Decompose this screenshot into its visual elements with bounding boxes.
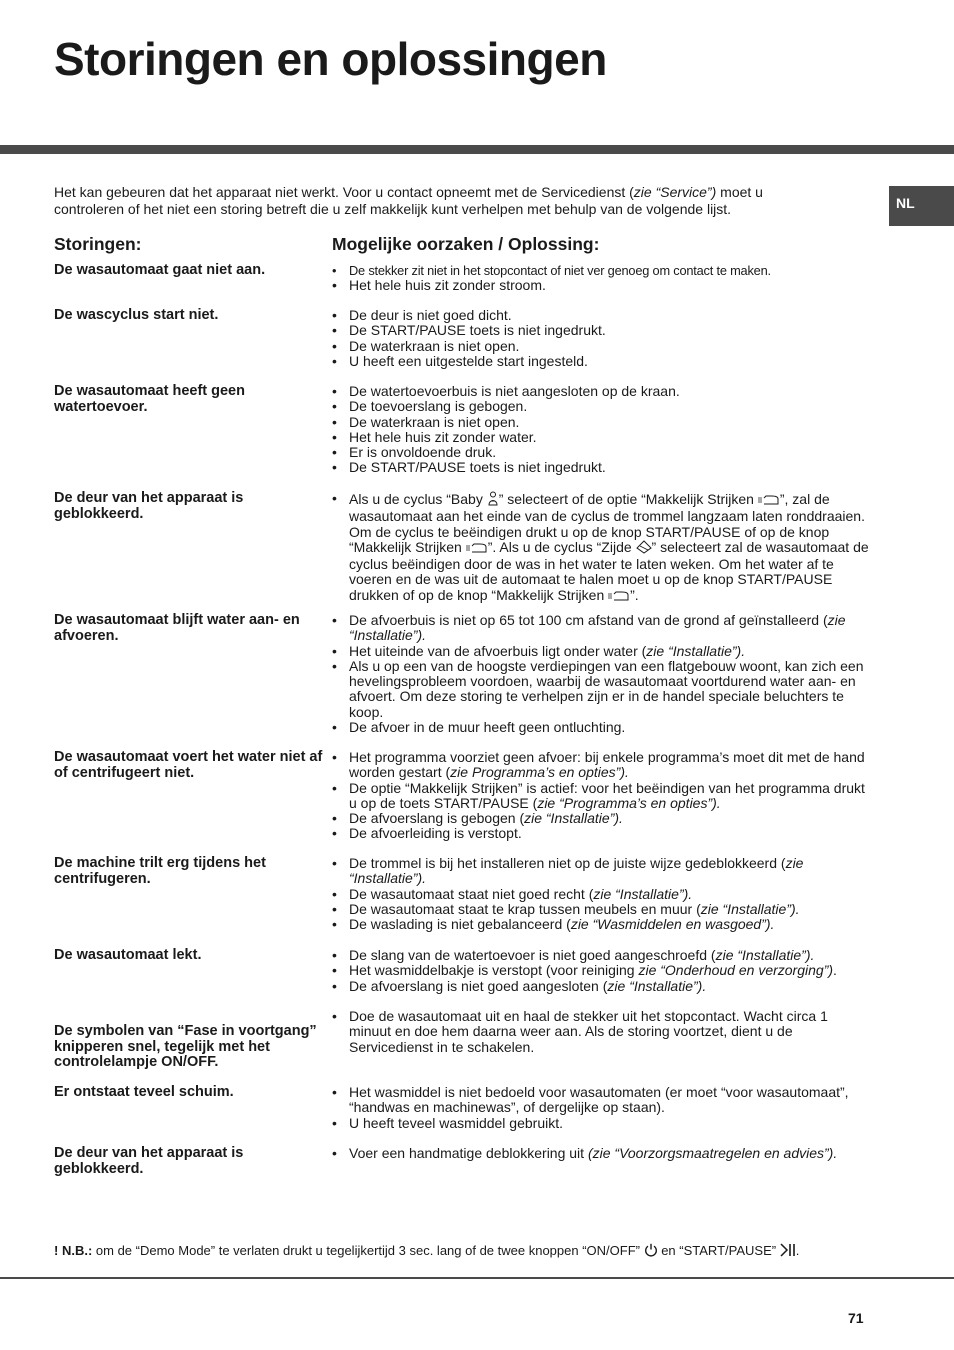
cause-reference: zie Programma’s en opties”). [450,764,629,781]
cause-item [332,781,872,812]
cause-item [332,613,872,644]
cause-reference: zie “Installatie”). [607,977,707,994]
note-text-2: en “START/PAUSE” [657,1243,780,1258]
cause-item [332,902,872,917]
cause-text: De optie “Makkelijk Strijken” is actief: voor het beëindigen van het programma drukt u op de toets START/PAUSE ( [349,779,865,811]
cause-text: De afvoerslang is gebogen ( [349,810,525,827]
cause-text: U heeft teveel wasmiddel gebruikt. [349,1114,563,1131]
cause-item [332,979,872,994]
cause-reference: zie “Installatie”). [524,810,623,827]
bullet: • [332,947,337,963]
bullet: • [332,900,337,917]
cause-reference: zie “Installatie”). [646,642,746,659]
easy-iron-icon [466,542,488,557]
bullet: • [332,642,337,659]
cause-item [332,263,872,278]
bullet: • [332,337,337,354]
cause-text: ”. Als u de cyclus “Zijde [487,538,636,555]
problem-label: De deur van het apparaat is geblokkeerd. [54,490,244,522]
cause-reference: zie “Installatie”). [593,885,693,902]
cause-text: De afvoerleiding is verstopt. [349,825,522,842]
intro-text: Het kan gebeuren dat het apparaat niet werkt. Voor u contact opneemt met de Servicedienst ( [54,184,634,200]
cause-text: De watertoevoerbuis is niet aangesloten op de kraan. [349,383,680,399]
cause-text: De deur is niet goed dicht. [349,307,512,323]
bullet: • [332,885,337,902]
cause-reference: zie “Programma’s en opties”). [537,794,721,811]
bullet: • [332,657,337,674]
solutions-heading: Mogelijke oorzaken / Oplossing: [332,234,600,254]
cause-item [332,644,872,659]
bullet: • [332,1084,337,1100]
bullet: • [332,459,337,476]
cause-text: Het hele huis zit zonder water. [349,428,537,445]
bullet: • [332,322,337,339]
cause-text: U heeft een uitgestelde start ingesteld. [349,352,588,369]
problem-label: De deur van het apparaat is geblokkeerd. [54,1145,244,1177]
silk-cycle-icon [636,540,652,557]
cause-text: De wasautomaat staat niet goed recht ( [349,885,594,902]
cause-list [332,1009,872,1055]
cause-text: De afvoerbuis is niet op 65 tot 100 cm afstand van de grond af geïnstalleerd ( [349,612,828,628]
note-text: om de “Demo Mode” te verlaten drukt u tegelijkertijd 3 sec. lang of de twee knoppen “ON/OFF” [92,1243,644,1258]
cause-item [332,856,872,887]
cause-text: De waterkraan is niet open. [349,413,520,430]
cause-item [332,1116,872,1131]
cause-item [332,659,872,720]
cause-item [332,1085,872,1116]
cause-item [332,308,872,323]
cause-text: Als u de cyclus “Baby [349,491,487,507]
easy-iron-icon [608,590,630,605]
bullet: • [332,263,337,278]
bullet: • [332,413,337,430]
cause-text: De afvoer in de muur heeft geen ontluchting. [349,719,626,736]
cause-item [332,430,872,445]
cause-item [332,917,872,932]
cause-text: Als u op een van de hoogste verdiepingen van een flatgebouw woont, kan zich een hevelingsprobleem voordoen, waarbij de wasautomaat voortdurend water aan- en afvoert. Om deze storing te verhelpen zijn er in de handel speciale beluchters te koop. [349,657,864,720]
bullet: • [332,398,337,415]
cause-text: Voer een handmatige deblokkering uit [349,1145,588,1161]
cause-item [332,278,872,293]
easy-iron-icon [758,494,780,509]
cause-item [332,1009,872,1055]
page-title: Storingen en oplossingen [54,33,607,85]
bullet: • [332,490,337,506]
cause-text: De toevoerslang is gebogen. [349,398,528,415]
cause-item [332,491,872,605]
note-text-end: . [795,1243,800,1258]
bullet: • [332,779,337,796]
cause-text: De trommel is bij het installeren niet op de juiste wijze gedeblokkeerd ( [349,855,786,871]
problem-label: De wasautomaat gaat niet aan. [54,262,266,278]
bullet: • [332,383,337,399]
cause-item [332,399,872,414]
baby-cycle-icon [487,491,499,509]
cause-list [332,491,872,605]
cause-reference: zie “Wasmiddelen en wasgoed”). [570,916,775,933]
cause-item [332,887,872,902]
problem-label: De machine trilt erg tijdens het centrifugeren. [54,855,266,887]
cause-item [332,339,872,354]
cause-list [332,1146,872,1161]
start-pause-icon [780,1243,796,1261]
cause-item [332,415,872,430]
cause-text: De afvoerslang is niet goed aangesloten ( [349,977,608,994]
cause-reference: (zie “Voorzorgsmaatregelen en advies”). [587,1145,838,1161]
problems-heading: Storingen: [54,234,142,254]
cause-reference: zie “Installatie”). [715,947,815,963]
bullet: • [332,444,337,461]
problem-label: De wasautomaat voert het water niet af of centrifugeert niet. [54,749,323,781]
bullet: • [332,719,337,736]
cause-text: Het wasmiddel is niet bedoeld voor wasautomaten (er moet “voor wasautomaat”, “handwas en machinewas”, of dergelijke op staan). [349,1084,849,1116]
cause-text: De stekker zit niet in het stopcontact of niet ver genoeg om contact te maken. [349,263,771,278]
bullet: • [332,962,337,979]
power-icon [644,1243,658,1261]
problem-label: De wasautomaat blijft water aan- en afvoeren. [54,612,300,644]
intro-paragraph [54,184,834,218]
cause-reference: zie “Installatie”). [700,900,800,917]
language-tab: NL [889,186,954,226]
cause-list [332,856,872,932]
cause-item [332,750,872,781]
cause-text: Er is onvoldoende druk. [349,444,497,461]
cause-reference: zie “Installatie”). [349,855,804,887]
cause-text: Het programma voorziet geen afvoer: bij enkele programma’s moet dit met de hand worden gestart ( [349,749,865,781]
cause-text: De slang van de watertoevoer is niet goed aangeschroefd ( [349,947,716,963]
cause-list [332,263,872,294]
cause-text: De START/PAUSE toets is niet ingedrukt. [349,459,606,476]
cause-list [332,384,872,476]
bullet: • [332,277,337,294]
cause-item [332,445,872,460]
cause-text: De waterkraan is niet open. [349,337,520,354]
cause-reference: zie “Installatie”). [349,612,846,644]
cause-list [332,613,872,735]
cause-reference: zie “Onderhoud en verzorging”) [638,962,834,979]
cause-item [332,460,872,475]
bullet: • [332,916,337,933]
footer-divider [0,1277,954,1279]
cause-item [332,323,872,338]
cause-text: ”, zal de wasautomaat aan het einde van de cyclus de trommel langzaam laten ronddraaien. Om de cyclus te beëindigen drukt u op de knop START/PAUSE of op de knop “Makkelijk Strijken [349,491,865,555]
page-number: 71 [848,1310,864,1326]
cause-item [332,1146,872,1161]
header-divider [0,145,954,154]
cause-item [332,948,872,963]
cause-text: De waslading is niet gebalanceerd ( [349,916,571,933]
bullet: • [332,810,337,827]
cause-list [332,750,872,842]
bullet: • [332,1145,337,1161]
bullet: • [332,977,337,994]
problem-label: Er ontstaat teveel schuim. [54,1084,234,1100]
bullet: • [332,612,337,628]
bullet: • [332,825,337,842]
bullet: • [332,1114,337,1131]
bullet: • [332,352,337,369]
cause-item [332,384,872,399]
bullet: • [332,749,337,765]
bullet: • [332,307,337,323]
cause-text: Het wasmiddelbakje is verstopt (voor reiniging [349,962,639,979]
cause-item [332,963,872,978]
cause-text: ” selecteert zal de wasautomaat de cyclus beëindigen door de was in het water te laten weken. Om het water af te voeren en de was uit de automaat te halen moet u op de knop START/PAUSE drukken of op de knop “Makkelijk Strijken [349,538,869,603]
bullet: • [332,855,337,871]
cause-item [332,826,872,841]
bullet: • [332,1008,337,1024]
cause-text: ”. [630,586,639,603]
intro-reference: zie “Service”) [633,184,717,200]
cause-item [332,354,872,369]
demo-mode-note [54,1243,904,1261]
problem-label: De symbolen van “Fase in voortgang” knipperen snel, tegelijk met het controlelampje ON/OFF. [54,1023,317,1070]
cause-text-end: . [833,962,837,979]
cause-text: Doe de wasautomaat uit en haal de stekker uit het stopcontact. Wacht circa 1 minuut en doe hem daarna weer aan. Als de storing voortzet, dient u de Servicedienst in te schakelen. [349,1008,828,1055]
cause-list [332,1085,872,1131]
bullet: • [332,428,337,445]
note-label: ! N.B.: [54,1243,93,1258]
cause-text: Het hele huis zit zonder stroom. [349,277,546,294]
cause-text: ” selecteert of de optie “Makkelijk Strijken [498,491,758,507]
cause-list [332,308,872,369]
cause-text: De START/PAUSE toets is niet ingedrukt. [349,322,606,339]
problem-label: De wascyclus start niet. [54,307,219,323]
cause-item [332,720,872,735]
problem-label: De wasautomaat lekt. [54,947,202,963]
intro-text-end: moet u controleren of het niet een storing betreft die u zelf makkelijk kunt verhelpen met behulp van de volgende lijst. [54,184,763,217]
problem-label: De wasautomaat heeft geen watertoevoer. [54,383,245,415]
cause-item [332,811,872,826]
cause-text: Het uiteinde van de afvoerbuis ligt onder water ( [349,642,647,659]
cause-list [332,948,872,994]
cause-text: De wasautomaat staat te krap tussen meubels en muur ( [349,900,701,917]
